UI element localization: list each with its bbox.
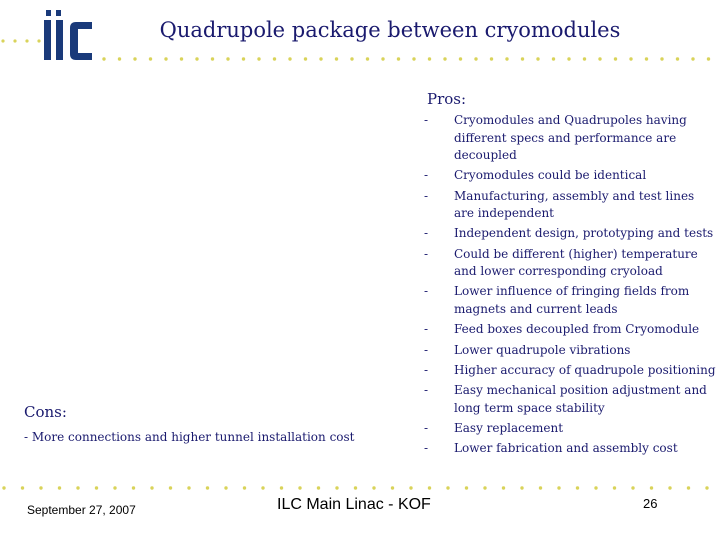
list-item-text: Independent design, prototyping and tests	[454, 226, 714, 241]
list-item-text: Easy replacement	[454, 420, 564, 435]
list-item-text: Lower influence of fringing fields from magnets and current leads	[454, 284, 690, 316]
list-item-text: Feed boxes decoupled from Cryomodule	[454, 322, 700, 337]
footer-presentation-title: ILC Main Linac - KOF	[277, 496, 431, 513]
list-item	[424, 342, 716, 360]
list-item-text: Higher accuracy of quadrupole positioning	[454, 362, 716, 377]
list-item-text: Cryomodules could be identical	[454, 168, 647, 183]
list-item-text: Cryomodules and Quadrupoles having different specs and performance are decoupled	[454, 113, 687, 162]
list-item-text: Lower quadrupole vibrations	[454, 342, 631, 357]
list-item-text: Manufacturing, assembly and test lines are independent	[454, 188, 695, 221]
footer-date: September 27, 2007	[27, 503, 136, 517]
list-item	[424, 283, 716, 318]
bullet-dash: -	[424, 383, 429, 398]
bullet-dash: -	[424, 188, 429, 203]
pros-list	[424, 112, 716, 461]
list-item	[424, 321, 716, 339]
bullet-dash: -	[424, 441, 429, 456]
list-item	[424, 112, 716, 165]
bullet-dash: -	[424, 113, 429, 127]
list-item	[424, 246, 716, 281]
list-item	[424, 167, 716, 185]
list-item	[424, 188, 716, 223]
bullet-dash: -	[424, 226, 429, 241]
bullet-dash: -	[424, 284, 429, 299]
ilc-logo	[40, 8, 100, 64]
list-item	[424, 362, 716, 380]
list-item	[424, 382, 716, 417]
bullet-dash: -	[424, 168, 429, 183]
cons-text: - More connections and higher tunnel installation cost	[24, 430, 355, 444]
bullet-dash: -	[424, 420, 429, 435]
bullet-dash: -	[424, 342, 429, 357]
list-item-text: Could be different (higher) temperature and lower corresponding cryoload	[454, 246, 698, 279]
bullet-dash: -	[424, 322, 429, 337]
list-item	[424, 420, 716, 438]
list-item-text: Lower fabrication and assembly cost	[454, 441, 678, 456]
slide-title: Quadrupole package between cryomodules	[159, 18, 621, 42]
bullet-dash: -	[424, 362, 429, 377]
cons-heading: Cons:	[24, 403, 67, 421]
pros-heading: Pros:	[427, 90, 467, 108]
decorative-dots-bottom	[0, 485, 720, 491]
page-number: 26	[643, 496, 658, 511]
decorative-dots-top	[100, 56, 720, 62]
bullet-dash: -	[424, 246, 429, 261]
list-item-text: Easy mechanical position adjustment and long term space stability	[454, 383, 707, 415]
list-item	[424, 225, 716, 243]
list-item	[424, 440, 716, 458]
